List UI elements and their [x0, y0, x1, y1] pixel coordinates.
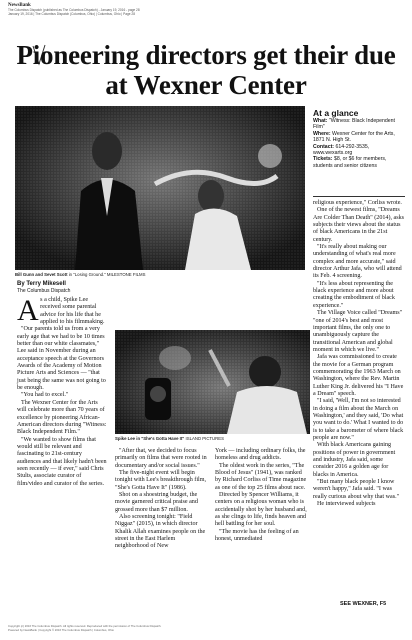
article-paragraph: "We wanted to show films that would still be relevant and fascinating to 21st-century audiences and that likely hadn't been seen recently — if ever," said Chris Stults, associate curator of film/video and curator of the series. [17, 436, 107, 487]
photo-shes-gotta-have-it-caption [115, 436, 224, 441]
at-a-glance-tickets-label: Tickets: [313, 156, 333, 163]
article-paragraph: Jafa was commissioned to create the movie for a German program commemorating the 1963 March on Washington, where the Rev. Martin Luther King Jr. delivered his "I Have a Dream" speech. [313, 354, 404, 397]
article-column-3 [215, 448, 308, 543]
photo-losing-ground [15, 106, 305, 270]
article-paragraph: The five-night event will begin tonight with Lee's breakthrough film, "She's Gotta Have It" (1986). [115, 470, 206, 491]
article-paragraph: "You had to excel." [21, 392, 69, 399]
at-a-glance-what-value: "Witness: Black Independent Film" [313, 118, 395, 131]
at-a-glance-where [313, 131, 405, 144]
footer-powered-by: Powered by NewsBank | Copyright © 2016 The Columbus Dispatch | Columbus, Ohio [8, 627, 114, 632]
article-paragraph: "After that, we decided to focus primarily on films that were rooted in documentary and/or social issues." [115, 448, 207, 469]
article-paragraph: religious experience," Corliss wrote. [313, 200, 402, 206]
dropcap: A [17, 294, 39, 327]
article-paragraph: "It's less about representing the black experience and more about creating the embodiment of black experience." [313, 280, 395, 309]
article-paragraph [17, 294, 107, 327]
article-paragraph: "I said, 'Well, I'm not so interested in doing a film about the March on Washington,' and they said, 'Do what you want to do.' What I wanted to do is to take a barometer of where black people are now." [313, 398, 404, 441]
at-a-glance-contact-value: 614-292-3535, www.wexarts.org [313, 143, 370, 157]
masthead [8, 3, 404, 19]
byline [17, 280, 107, 295]
footer-copyright: Copyright (c) 2016 The Columbus Dispatch. All rights reserved. Reproduced with the permission of The Columbus Dispatch. [8, 624, 162, 628]
masthead-line-1: The Columbus Dispatch (published as The Columbus Dispatch) - January 19, 2016 - page 28 [8, 8, 140, 12]
article-paragraph: One of the newest films, "Dreams Are Colder Than Death" (2014), asks subjects their views about the status of black Americans in the 21st century. [313, 207, 405, 243]
photo-losing-ground-caption-credit: in "Losing Ground." MILESTONE FILMS [67, 272, 146, 277]
article-paragraph: Directed by Spencer Williams, it centers on a religious woman who is accidentally shot by her husband and, as she clings to life, finds heaven and hell battling for her soul. [215, 492, 307, 528]
article-paragraph: He interviewed subjects [317, 501, 376, 508]
photo-shes-gotta-have-it-caption-subject: Spike Lee in "She's Gotta Have It" [115, 436, 185, 441]
at-a-glance-divider [313, 196, 405, 197]
footer [8, 625, 404, 632]
article-paragraph: The Wexner Center for the Arts will celebrate more than 70 years of excellence by pioneering African-American directors during "Witness: Black Independent Film." [17, 399, 107, 436]
newsbank-logo: NewsBank [8, 3, 31, 8]
at-a-glance-contact-label: Contact: [313, 143, 335, 150]
article-paragraph: York — including ordinary folks, the homeless and drug addicts. [215, 448, 306, 462]
article-paragraph: "It's really about making our understanding of what's real more complex and more accurate," said director Arthur Jafa, who will attend its Feb. 4 screening. [313, 244, 402, 280]
at-a-glance-tickets [313, 156, 405, 169]
at-a-glance-where-value: Wexner Center for the Arts, 1871 N. High St. [313, 130, 395, 144]
at-a-glance-what [313, 118, 405, 131]
article-column-1 [17, 294, 107, 488]
masthead-line-2: January 19, 2016 | The Columbus Dispatch (Columbus, Ohio) | Columbus, Ohio | Page 28 [8, 12, 135, 16]
jump-line: SEE WEXNER, F5 [340, 601, 387, 607]
article-paragraph: Also screening tonight: "Field Niggaz" (2015), in which director Khalik Allah examines people on the street in the East Harlem neighborhood of New [115, 514, 206, 550]
photo-shes-gotta-have-it-image [115, 330, 310, 434]
photo-shes-gotta-have-it [115, 330, 310, 434]
article-paragraph: The Village Voice called "Dreams" "one of 2014's best and most important films, the only one to unambiguously capture the transitional American and global moment in which we live." [313, 310, 403, 353]
article-column-4 [313, 200, 405, 508]
article-paragraph-text: s a child, Spike Lee received some parental advice for his life that he applied to his filmmaking. [40, 297, 105, 326]
article-paragraph: The oldest work in the series, "The Blood of Jesus" (1941), was ranked by Richard Corliss of Time magazine as one of the top 25 films about race. [215, 462, 307, 491]
photo-losing-ground-image [15, 106, 305, 270]
article-column-2 [115, 448, 207, 551]
at-a-glance-box [313, 108, 405, 169]
headline: Pioneering directors get their due at Wexner Center [16, 40, 396, 100]
at-a-glance-what-label: What: [313, 118, 328, 124]
photo-losing-ground-caption [15, 272, 146, 277]
at-a-glance-title: At a glance [313, 108, 359, 118]
article-paragraph: With black Americans gaining positions of power in government and industry, Jafa said, some consider 2016 a golden age for blacks in America. [313, 442, 396, 478]
at-a-glance-contact [313, 144, 405, 157]
article-paragraph: "Our parents told us from a very early age that we had to be 10 times better than our white classmates," Lee said in November during an acceptance speech at the Governors Awards of the Academy of Motion Picture Arts and Sciences — "that just being the same was not going to be enough. [17, 326, 106, 392]
photo-losing-ground-caption-subject: Bill Gunn and Sevet Scott [15, 272, 68, 277]
article-paragraph: "The movie has the feeling of an honest, unmediated [215, 528, 299, 543]
article-paragraph: Shot on a shoestring budget, the movie garnered critical praise and grossed more than $7 million. [115, 492, 198, 513]
at-a-glance-tickets-value: $8, or $6 for members, students and senior citizens [313, 156, 387, 169]
photo-shes-gotta-have-it-caption-credit: ISLAND PICTURES [184, 436, 224, 441]
article-paragraph: "But many black people I know weren't happy," Jafa said. "I was really curious about why that was." [313, 479, 400, 500]
byline-org: The Columbus Dispatch [17, 288, 71, 294]
at-a-glance-where-label: Where: [313, 130, 331, 137]
byline-author: By Terry Mikesell [17, 281, 66, 287]
